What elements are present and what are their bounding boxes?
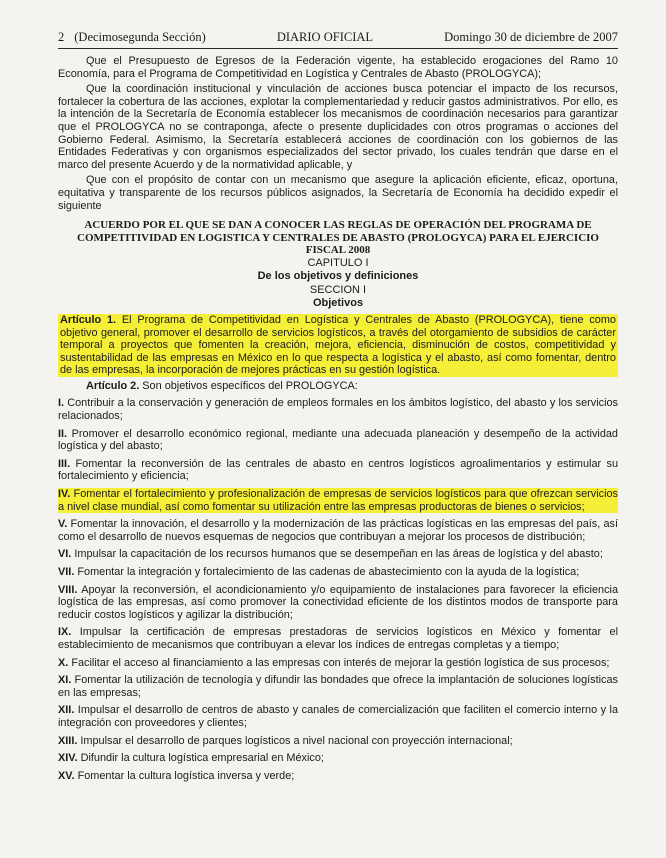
section-label: (Decimosegunda Sección) [74,30,206,44]
objective-number: I. [58,397,65,410]
objective-item [58,584,618,622]
article-2-label: Artículo 2. [86,379,140,392]
objective-number: VI. [58,548,72,561]
objective-item-highlighted [58,488,618,513]
objective-text: Impulsar el desarrollo de parques logísticos a nivel nacional con proyección internacional; [77,734,513,747]
section-heading: SECCION I [309,283,367,296]
objective-item [58,674,618,699]
objective-text: Impulsar la certificación de empresas prestadoras de servicios logísticos en México y fomentar el establecimiento de mecanismos que contribuyan a elevar los índices de entregas completas y a tiempo; [58,626,618,651]
objective-item [58,657,618,670]
objective-item [58,735,618,748]
objective-text: Contribuir a la conservación y generación de empleos formales en los ámbitos logístico, del abasto y los servicios relacionados; [58,397,618,423]
objective-number: II. [58,427,68,440]
page-header [58,30,618,49]
objective-text: Apoyar la reconversión, el acondicionamiento y/o equipamiento de instalaciones para favorecer la eficiencia logística de las empresas, así como promover la conectividad eficiente de los distintos modos de transporte para reducir costos logísticos y agilizar la distribución; [58,583,618,621]
chapter-heading: CAPITULO I [307,256,369,269]
objective-item [58,397,618,422]
objective-text: Fomentar la cultura logística inversa y verde; [74,769,295,782]
objective-item [58,428,618,453]
objective-text: Impulsar la capacitación de los recursos humanos que se desempeñan en las áreas de logística y del abasto; [71,548,603,561]
objective-number: XI. [58,674,72,687]
article-1-label: Artículo 1. [60,313,117,326]
objective-text: Fomentar la utilización de tecnología y difundir las bondades que ofrece la implantación de soluciones logísticas en las empresas; [58,674,618,699]
objective-number: XII. [58,704,75,717]
objective-number: VIII. [58,583,78,596]
objective-item [58,548,618,561]
objective-text: Facilitar el acceso al financiamiento a las empresas con interés de mejorar la gestión logística de sus procesos; [68,656,610,669]
objective-item [58,704,618,729]
issue-date: Domingo 30 de diciembre de 2007 [444,30,618,44]
objective-item [58,566,618,579]
objective-item [58,752,618,765]
objective-number: V. [58,518,68,531]
agreement-title: ACUERDO POR EL QUE SE DAN A CONOCER LAS REGLAS DE OPERACIÓN DEL PROGRAMA DE COMPETITIVIDAD EN LOGISTICA Y CENTRALES DE ABASTO (PROLOGYCA) PARA EL EJERCICIO FISCAL 2008 [77,219,599,257]
objective-text: Fomentar la integración y fortalecimiento de las cadenas de abastecimiento con la ayuda de la logística; [74,566,580,578]
newspaper-name: DIARIO OFICIAL [276,30,374,44]
section-title: Objetivos [312,297,364,310]
page-number: 2 [58,30,65,44]
chapter-title: De los objetivos y definiciones [257,270,419,283]
preamble-paragraph-3: Que con el propósito de contar con un mecanismo que asegure la aplicación eficiente, eficaz, oportuna, equitativa y transparente de los recursos públicos asignados, la Secretaría de Economía ha decidido expedir el siguiente [58,174,618,212]
objective-text: Difundir la cultura logística empresarial en México; [77,752,324,765]
objective-text: Fomentar la reconversión de las centrales de abasto en centros logísticos agroalimentarios y estimular su fortalecimiento y eficiencia; [58,457,618,483]
objective-item [58,518,618,543]
objective-number: X. [58,656,69,669]
objective-text: Fomentar el fortalecimiento y profesionalización de empresas de servicios logísticos para que ofrezcan servicios a nivel clase mundial, así como fomentar su utilización entre las empresas productoras de bienes o servicios; [58,488,618,513]
objective-item [58,458,618,483]
objective-number: IX. [58,626,72,639]
preamble-paragraph-2: Que la coordinación institucional y vinculación de acciones busca potenciar el impacto de los recursos, fortalecer la cobertura de las acciones, explotar la complementariedad y reducir gastos administrativos. Por ello, es la intención de la Secretaría de Economía establecer los mecanismos de coordinación necesarios para garantizar que el PROLOGYCA no se contraponga, afecte o presente duplicidades con otros programas o acciones del Gobierno Federal. Asimismo, la Secretaría establecerá acciones de coordinación con los gobiernos de las Entidades Federativas y con organismos especializados del sector privado, los cuales tendrán que darse en el marco del presente Acuerdo y de la normatividad aplicable, y [58,83,618,171]
article-2-text: Son objetivos específicos del PROLOGYCA: [139,379,358,392]
objective-number: VII. [58,566,75,578]
objective-item [58,626,618,651]
objective-text: Impulsar el desarrollo de centros de abasto y canales de comercialización que faciliten el comercio interno y la integración con proveedores y clientes; [58,704,618,729]
objective-number: XV. [58,769,75,782]
article-1 [58,314,618,377]
preamble-paragraph-1: Que el Presupuesto de Egresos de la Federación vigente, ha establecido erogaciones del Ramo 10 Economía, para el Programa de Competitividad en Logística y Centrales de Abasto (PROLOGYCA); [58,55,618,80]
objective-number: XIII. [58,734,78,747]
objective-text: Fomentar la innovación, el desarrollo y la modernización de las prácticas logísticas en las empresas del país, así como el desarrollo de nuevos esquemas de negocios que contribuyan a mejorar los procesos de distribución; [58,518,618,543]
objective-text: Promover el desarrollo económico regional, mediante una adecuada planeación y desempeño de la actividad logística y del abasto; [58,427,618,453]
objective-number: IV. [58,488,71,501]
article-1-text: El Programa de Competitividad en Logística y Centrales de Abasto (PROLOGYCA), tiene como objetivo general, promover el desarrollo de servicios logísticos, a través del otorgamiento de subsidios de carácter temporal a proyectos que fomenten la creación, mejora, eficiencia, disminución de costos, competitividad y sustentabilidad de las empresas en México en lo que respecta a logística y el abasto, así como fomentar, dentro de las empresas, la incorporación de mejores prácticas en su gestión logística. [60,313,616,377]
objective-number: XIV. [58,752,78,765]
objective-item [58,770,618,783]
article-2 [58,380,618,393]
objective-number: III. [58,457,71,470]
